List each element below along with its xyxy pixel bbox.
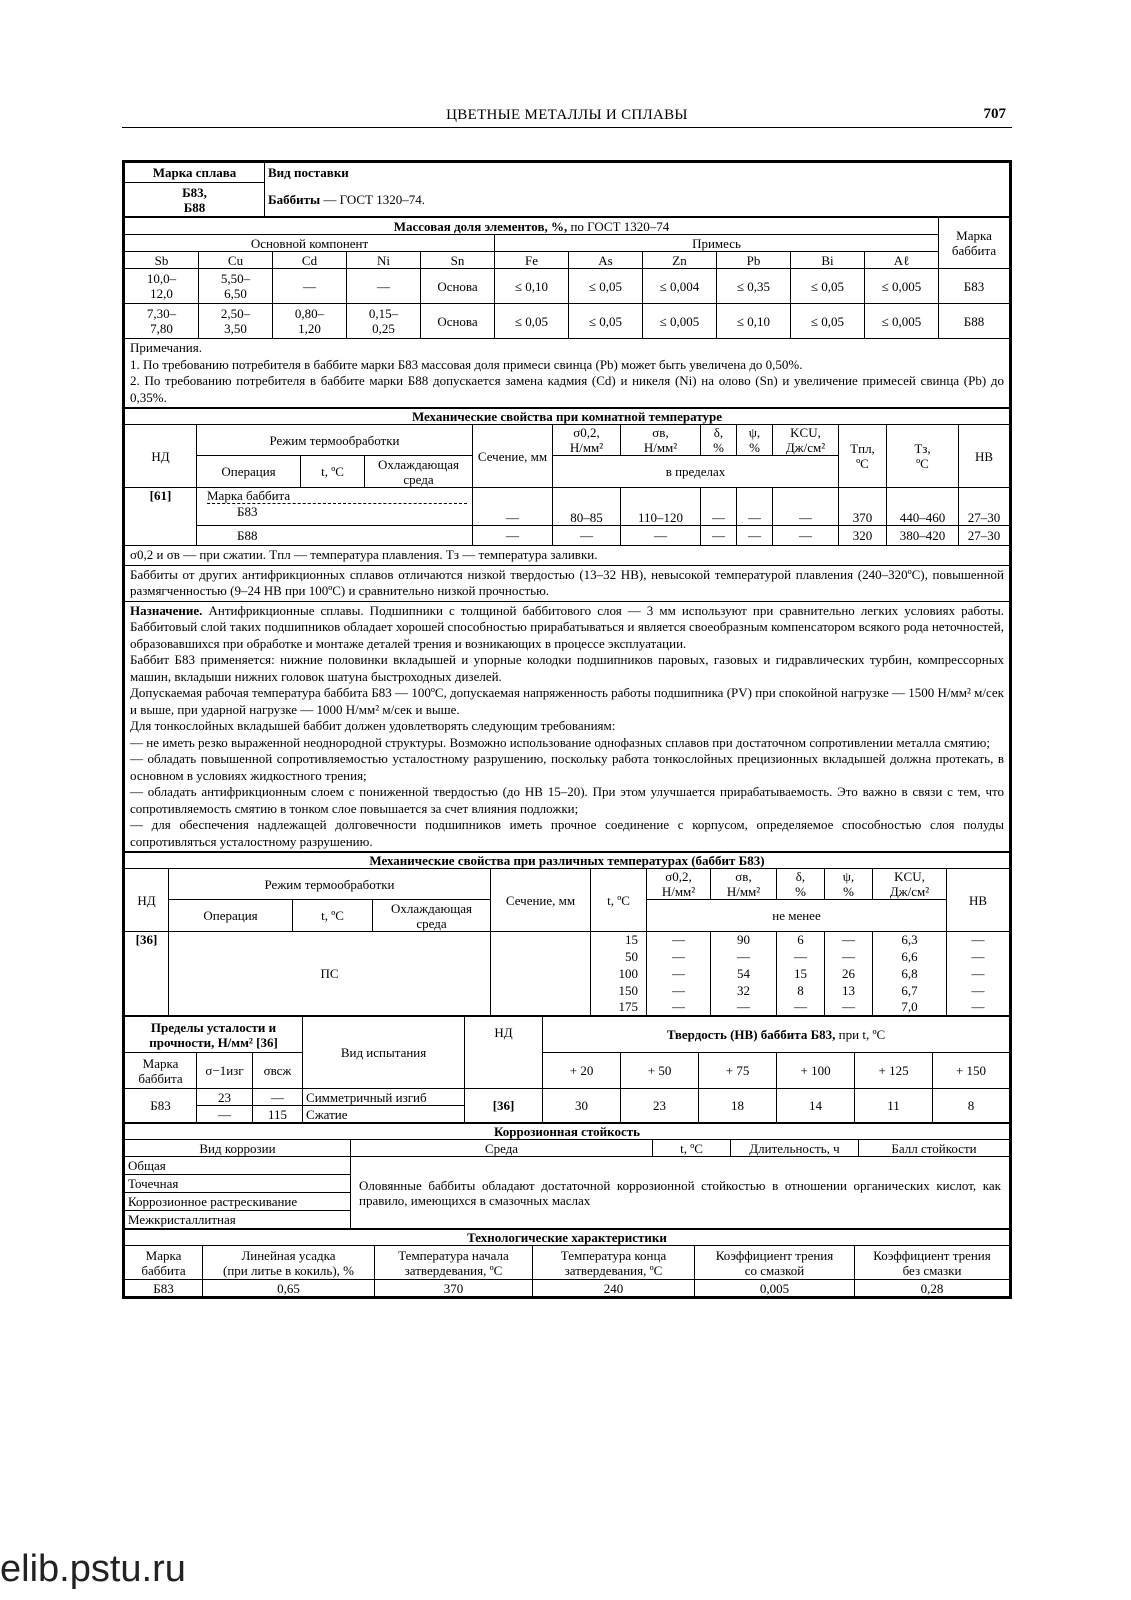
col-al: Aℓ bbox=[865, 252, 939, 269]
col-fe: Fe bbox=[495, 252, 569, 269]
fatigue-title: Пределы усталости и прочности, Н/мм² [36] bbox=[125, 1017, 303, 1053]
watermark: elib.pstu.ru bbox=[0, 1548, 186, 1590]
table-row: Общая Оловянные баббиты обладают достаточной коррозионной стойкостью в отношении органических кислот, как правило, имеющихся в смазочных маслах bbox=[125, 1157, 1010, 1175]
composition-table bbox=[124, 217, 1010, 408]
table-row: 7,30– 7,80 2,50– 3,50 0,80– 1,20 0,15– 0,25 Основа ≤ 0,05 ≤ 0,05 ≤ 0,005 ≤ 0,10 ≤ 0,05 ≤ 0,005 Б88 bbox=[125, 304, 1010, 339]
mech-temp-table: Механические свойства при различных температурах (баббит Б83) НД Режим термообработки Сечение, мм t, ºC σ0,2, Н/мм² σв, Н/мм² δ, % ψ, % KCU, Дж/см² HB Операция t, ºC Охлаждающая среда не менее [36] ПС 15 — 90 6 — 6,3 — 50 — — — — 6,6 — 100 — 54 15 26 6,8 — 150 — 32 8 13 6,7 — 175 — — — — 7,0 — bbox=[124, 852, 1010, 1016]
composition-title: Массовая доля элементов, %, по ГОСТ 1320–74 bbox=[125, 218, 939, 235]
col-ni: Ni bbox=[347, 252, 421, 269]
col-bi: Bi bbox=[791, 252, 865, 269]
grade-values: Б83, Б88 bbox=[125, 183, 265, 217]
impurity-header: Примесь bbox=[495, 235, 939, 252]
corrosion-text: Оловянные баббиты обладают достаточной коррозионной стойкостью в отношении органических кислот, как правило, имеющихся в смазочных маслах bbox=[351, 1157, 1010, 1229]
supply-col-label: Вид поставки bbox=[265, 163, 1010, 183]
table-row: Межкристаллитная bbox=[125, 1211, 1010, 1229]
table-row: — 115 Сжатие bbox=[125, 1106, 1010, 1123]
supply-value: Баббиты — ГОСТ 1320–74. bbox=[265, 183, 1010, 217]
page-number: 707 bbox=[983, 106, 1006, 122]
mech-temp-title: Механические свойства при различных температурах (баббит Б83) bbox=[125, 853, 1010, 869]
page-header bbox=[122, 105, 1012, 128]
fatigue-hardness-table: Пределы усталости и прочности, Н/мм² [36] Вид испытания НД Твердость (HB) баббита Б83, при t, ºC Марка баббита σ−1изг σвсж + 20 + 50 + 75 + 100 + 125 + 150 Б83 23 — Симметричный изгиб [36] 30 23 18 14 11 8 — 115 Сжатие bbox=[124, 1016, 1010, 1123]
grade-col-label: Марка сплава bbox=[125, 163, 265, 183]
table-row: [36] ПС 15 — 90 6 — 6,3 — bbox=[125, 932, 1010, 948]
running-title: ЦВЕТНЫЕ МЕТАЛЛЫ И СПЛАВЫ bbox=[446, 107, 688, 123]
mech-room-title: Механические свойства при комнатной температуре bbox=[125, 409, 1010, 425]
hardness-title: Твердость (HB) баббита Б83, при t, ºC bbox=[543, 1017, 1010, 1053]
corrosion-title: Коррозионная стойкость bbox=[125, 1124, 1010, 1140]
table-row: Точечная bbox=[125, 1175, 1010, 1193]
table-row: 50 — — — — 6,6 — bbox=[125, 948, 1010, 965]
col-as: As bbox=[569, 252, 643, 269]
mech-legend: σ0,2 и σв — при сжатии. Tпл — температура плавления. Tз — температура заливки. bbox=[125, 546, 1010, 566]
col-cd: Cd bbox=[273, 252, 347, 269]
table-row: Коррозионное растрескивание bbox=[125, 1193, 1010, 1211]
table-row: 175 — — — — 7,0 — bbox=[125, 999, 1010, 1016]
mech-info: Баббиты от других антифрикционных сплавов отличаются низкой твердостью (13–32 HB), невысокой температурой плавления (240–320ºC), повышенной размягченностью (9–24 HB при 100ºC) и сравнительно низкой прочностью. bbox=[125, 565, 1010, 601]
table-row: 10,0– 12,0 5,50– 6,50 — — Основа ≤ 0,10 ≤ 0,05 ≤ 0,004 ≤ 0,35 ≤ 0,05 ≤ 0,005 Б83 bbox=[125, 269, 1010, 304]
main-component-header: Основной компонент bbox=[125, 235, 495, 252]
col-cu: Cu bbox=[199, 252, 273, 269]
grade-column-header: Марка баббита bbox=[939, 218, 1010, 269]
table-row: Б88 — — — — — — 320 380–420 27–30 bbox=[125, 526, 1010, 546]
purpose-section: Назначение. Антифрикционные сплавы. Подшипники с толщиной баббитового слоя — 3 мм используют при сравнительно легких условиях работы. Баббитовый слой таких подшипников обладает хорошей способностью прирабатываться и является своеобразным компенсатором всякого рода неточностей, образовавшихся при обработке и монтаже деталей трения и возникающих в процессе эксплуатации. Баббит Б83 применяется: нижние половинки вкладышей и упорные колодки подшипников паровых, газовых и гидравлических турбин, компрессорных машин, вкладыши нижних головок шатуна быстроходных дизелей. Допускаемая рабочая температура баббита Б83 — 100ºC, допускаемая напряженность работы подшипника (PV) при спокойной нагрузке — 1500 Н/мм² м/сек и выше, при ударной нагрузке — 1000 Н/мм² м/сек и выше. Для тонкослойных вкладышей баббит должен удовлетворять следующим требованиям: — не иметь резко выраженной неоднородной структуры. Возможно использование однофазных сплавов при достаточном сопротивлении металла смятию; — обладать повышенной сопротивляемостью усталостному разрушению, поскольку работа тонкослойных прецизионных вкладышей должна протекать, в основном в условиях жидкостного трения; — обладать антифрикционным слоем с пониженной твердостью (до HB 15–20). При этом улучшается прирабатываемость. Это важно в связи с тем, что сопротивляемость смятию в тонком слое повышается за счет влияния подложки; — для обеспечения надлежащей долговечности подшипников иметь прочное соединение с корпусом, определяемое способностью слоя полуды сопротивляться усталостному разрушению. bbox=[125, 601, 1010, 852]
table-row: [61] Марка баббита Б83 — 80–85 110–120 — — — 370 440–460 27–30 bbox=[125, 488, 1010, 526]
table-row: Б83 0,65 370 240 0,005 0,28 bbox=[125, 1280, 1010, 1297]
table-row: Б83 23 — Симметричный изгиб [36] 30 23 18 14 11 8 bbox=[125, 1089, 1010, 1106]
corrosion-table: Коррозионная стойкость Вид коррозии Среда t, ºC Длительность, ч Балл стойкости Общая Оловянные баббиты обладают достаточной коррозионной стойкостью в отношении органических кислот, как правило, имеющихся в смазочных маслах Точечная Коррозионное растрескивание Межкристаллитная bbox=[124, 1123, 1010, 1229]
tech-table: Технологические характеристики Марка баббита Линейная усадка (при литье в кокиль), % Температура начала затвердевания, ºC Температура конца затвердевания, ºC Коэффициент трения со смазкой Коэффициент трения без смазки Б83 0,65 370 240 0,005 0,28 bbox=[124, 1229, 1010, 1297]
table-row: 100 — 54 15 26 6,8 — bbox=[125, 965, 1010, 982]
col-sn: Sn bbox=[421, 252, 495, 269]
composition-notes: Примечания. 1. По требованию потребителя в баббите марки Б83 массовая доля примеси свинца (Pb) может быть увеличена до 0,50%. 2. По требованию потребителя в баббите марки Б88 допускается замена кадмия (Cd) и никеля (Ni) на олово (Sn) и увеличение примесей свинца (Pb) до 0,35%. bbox=[125, 339, 1010, 408]
col-zn: Zn bbox=[643, 252, 717, 269]
grade-table bbox=[124, 162, 1010, 217]
data-sheet bbox=[122, 160, 1012, 1299]
col-sb: Sb bbox=[125, 252, 199, 269]
table-row: 150 — 32 8 13 6,7 — bbox=[125, 982, 1010, 999]
col-pb: Pb bbox=[717, 252, 791, 269]
tech-title: Технологические характеристики bbox=[125, 1230, 1010, 1246]
mech-room-table: Механические свойства при комнатной температуре НД Режим термообработки Сечение, мм σ0,2, Н/мм² σв, Н/мм² δ, % ψ, % KCU, Дж/см² Tпл, ºC Tз, ºC HB Операция t, ºC Охлаждающая среда в пределах [61] Марка баббита Б83 — 80–85 110–120 — — — 370 440–460 27–30 Б88 — — — — — — 320 380–420 27–30 σ0,2 и σв — при сжатии. Tпл — температура плавления. Tз — температура заливки. Баббиты от других антифрикционных сплавов отличаются низкой твердостью (13–32 HB), невысокой температурой плавления (240–320ºC), повышенной размягченностью (9–24 HB при 100ºC) и сравнительно низкой прочностью. Назначение. Антифрикционные сплавы. Подшипники с толщиной баббитового слоя — 3 мм используют при сравнительно легких условиях работы. Баббитовый слой таких подшипников обладает хорошей способностью прирабатываться и является своеобразным компенсатором всякого рода неточностей, образовавшихся при обработке и монтаже деталей трения и возникающих в процессе эксплуатации. Баббит Б83 применяется: нижние половинки вкладышей и упорные колодки подшипников паровых, газовых и гидравлических турбин, компрессорных машин, вкладыши нижних головок шатуна быстроходных дизелей. Допускаемая рабочая температура баббита Б83 — 100ºC, допускаемая напряженность работы подшипника (PV) при спокойной нагрузке — 1500 Н/мм² м/сек и выше, при ударной нагрузке — 1000 Н/мм² м/сек и выше. Для тонкослойных вкладышей баббит должен удовлетворять следующим требованиям: — не иметь резко выраженной неоднородной структуры. Возможно использование однофазных сплавов при достаточном сопротивлении металла смятию; — обладать повышенной сопротивляемостью усталостному разрушению, поскольку работа тонкослойных прецизионных вкладышей должна протекать, в основном в условиях жидкостного трения; — обладать антифрикционным слоем с пониженной твердостью (до HB 15–20). При этом улучшается прирабатываемость. Это важно в связи с тем, что сопротивляемость смятию в тонком слое повышается за счет влияния подложки; — для обеспечения надлежащей долговечности подшипников иметь прочное соединение с корпусом, определяемое способностью слоя полуды сопротивляться усталостному разрушению. bbox=[124, 408, 1010, 852]
